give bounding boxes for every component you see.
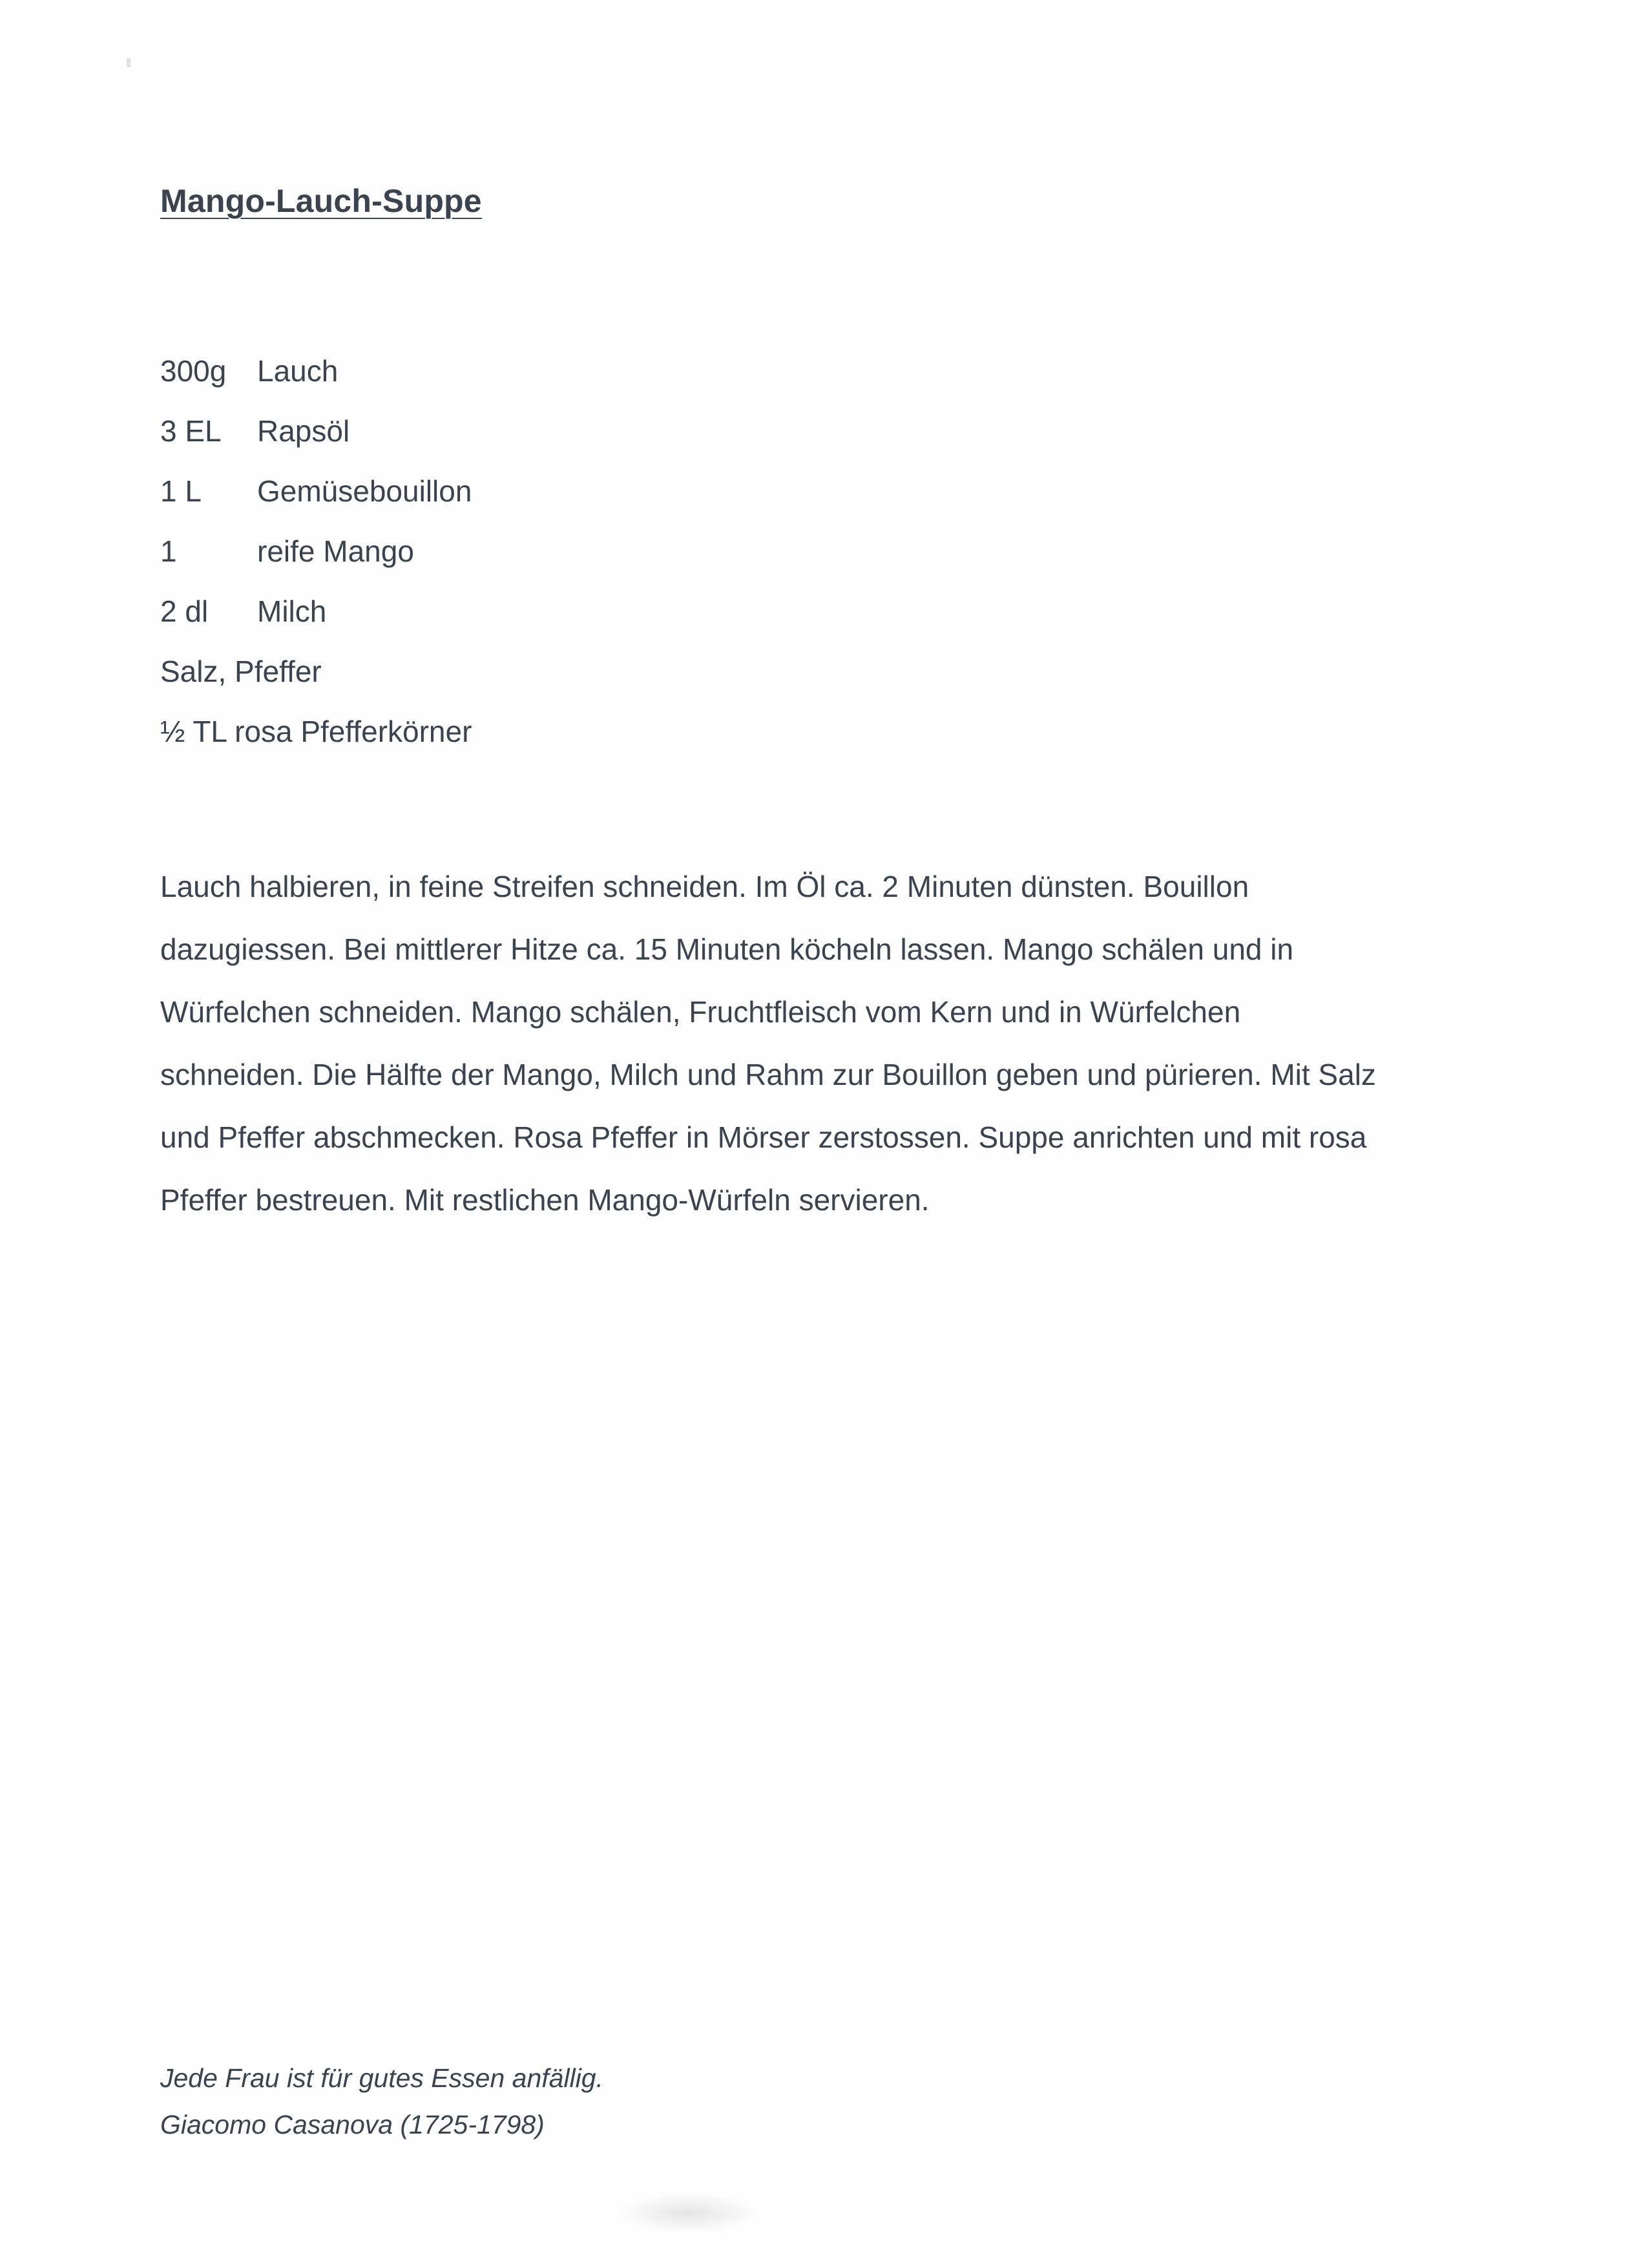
ingredient-quantity: 2 dl bbox=[160, 594, 209, 628]
ingredient-quantity: 1 bbox=[160, 534, 177, 568]
quote-text: Jede Frau ist für gutes Essen anfällig. bbox=[160, 2063, 603, 2093]
list-item bbox=[160, 702, 472, 762]
list-item bbox=[160, 341, 472, 401]
quote-attribution: Giacomo Casanova (1725-1798) bbox=[160, 2110, 545, 2139]
ingredient-name: reife Mango bbox=[257, 534, 414, 568]
ingredient-name: Lauch bbox=[257, 354, 339, 388]
list-item bbox=[160, 642, 472, 702]
ingredient-quantity: 3 EL bbox=[160, 414, 222, 448]
ingredient-quantity: 300g bbox=[160, 354, 227, 388]
quote-block bbox=[160, 2055, 603, 2148]
ingredient-list bbox=[160, 341, 472, 762]
ingredient-name: Gemüsebouillon bbox=[257, 474, 472, 508]
ingredient-name: Rapsöl bbox=[257, 414, 350, 448]
list-item bbox=[160, 461, 472, 521]
scan-artifact-speck bbox=[127, 58, 130, 67]
ingredient-quantity: ½ TL rosa Pfefferkörner bbox=[160, 715, 472, 748]
ingredient-quantity: Salz, Pfeffer bbox=[160, 655, 322, 688]
list-item bbox=[160, 582, 472, 642]
scan-artifact-smudge bbox=[620, 2194, 756, 2232]
preparation-text: Lauch halbieren, in feine Streifen schneiden. Im Öl ca. 2 Minuten dünsten. Bouillon dazugiessen. Bei mittlerer Hitze ca. 15 Minuten köcheln lassen. Mango schälen und in Würfelchen schneiden. Mango schälen, Fruchtfleisch vom Kern und in Würfelchen schneiden. Die Hälfte der Mango, Milch und Rahm zur Bouillon geben und pürieren. Mit Salz und Pfeffer abschmecken. Rosa Pfeffer in Mörser zerstossen. Suppe anrichten und mit rosa Pfeffer bestreuen. Mit restlichen Mango-Würfeln servieren. bbox=[160, 870, 1376, 1217]
list-item bbox=[160, 521, 472, 582]
ingredient-quantity: 1 L bbox=[160, 474, 202, 508]
page-title: Mango-Lauch-Suppe bbox=[160, 182, 482, 219]
ingredient-name: Milch bbox=[257, 594, 327, 628]
list-item bbox=[160, 401, 472, 461]
